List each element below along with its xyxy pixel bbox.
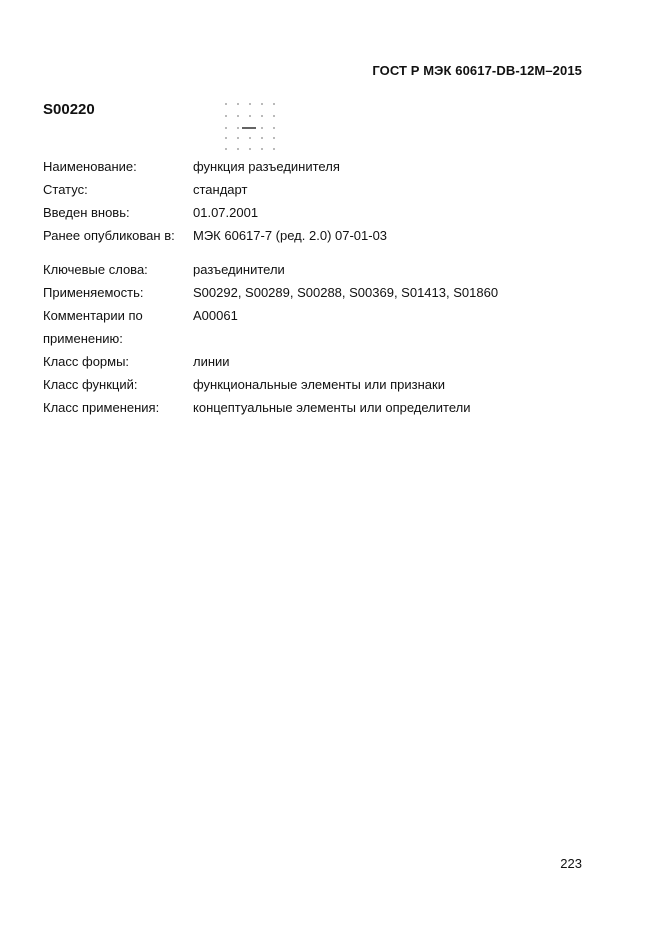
page-number: 223 [560,856,582,871]
field-value: 01.07.2001 [193,205,259,220]
disconnector-function-icon [222,100,278,152]
field-value: S00292, S00289, S00288, S00369, S01413, S01860 [193,285,499,300]
field-label: Применяемость: [43,285,144,300]
field-row-comments [43,304,603,327]
field-value: линии [193,354,230,369]
symbol-attributes [43,155,603,419]
field-value [193,327,603,350]
field-label: Ключевые слова: [43,262,148,277]
field-label: Класс функций: [43,377,138,392]
field-row-comments-cont [43,327,603,350]
field-row-function-class [43,373,603,396]
field-label: Класс формы: [43,354,130,369]
symbol-code: S00220 [43,101,95,118]
standard-header: ГОСТ Р МЭК 60617-DB-12M–2015 [372,63,582,78]
field-value: стандарт [193,182,248,197]
field-row-name [43,155,603,178]
field-row-introduced [43,201,603,224]
field-row-status [43,178,603,201]
field-value: разъединители [193,262,285,277]
field-label: Статус: [43,182,88,197]
field-label: Введен вновь: [43,205,130,220]
field-row-published [43,224,603,247]
field-value: концептуальные элементы или определители [193,400,471,415]
field-label: Ранее опубликован в: [43,228,175,243]
field-label: Наименование: [43,159,137,174]
field-value: функциональные элементы или признаки [193,377,445,392]
field-row-application-class [43,396,603,419]
field-label: Класс применения: [43,400,160,415]
field-label: Комментарии по [43,308,143,323]
field-row-applicability [43,281,603,304]
field-label: применению: [43,331,123,346]
field-value: МЭК 60617-7 (ред. 2.0) 07-01-03 [193,228,388,243]
field-value: A00061 [193,308,238,323]
field-value: функция разъединителя [193,159,340,174]
field-row-shape-class [43,350,603,373]
section-gap [43,247,603,258]
field-row-keywords [43,258,603,281]
